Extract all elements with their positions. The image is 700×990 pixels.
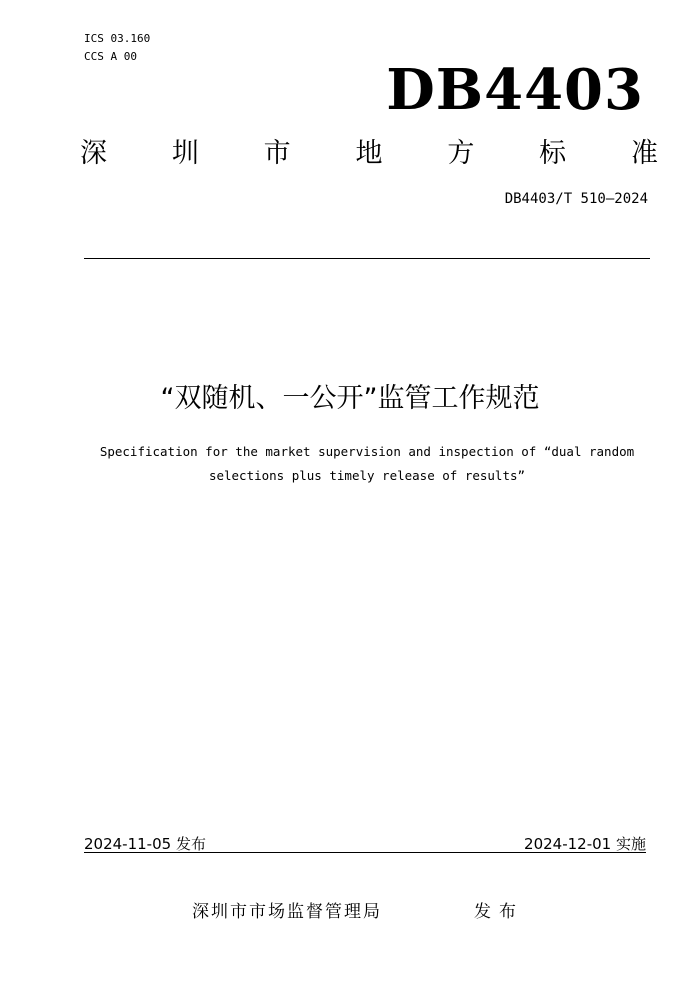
ics-code: ICS 03.160 xyxy=(84,32,151,45)
top-divider xyxy=(84,258,650,259)
standard-type-char: 标 xyxy=(539,138,567,169)
standard-type-char: 市 xyxy=(263,138,291,169)
standard-number: DB4403/T 510—2024 xyxy=(504,191,648,207)
implementation-date: 2024-12-01 实施 xyxy=(524,835,646,853)
standard-type-char: 准 xyxy=(630,138,658,169)
issuing-authority: 深圳市市场监督管理局 xyxy=(192,902,382,922)
db-logo: DB4403 xyxy=(386,57,644,123)
ccs-code: CCS A 00 xyxy=(84,50,137,63)
standard-type xyxy=(80,134,658,174)
standard-type-char: 深 xyxy=(80,138,107,169)
document-title-english: Specification for the market supervision and inspection of “dual random selections plus timely release of results” xyxy=(99,444,635,483)
bottom-divider xyxy=(84,852,646,853)
standard-type-char: 地 xyxy=(355,138,383,169)
standard-type-char: 方 xyxy=(447,138,475,169)
standard-type-char: 圳 xyxy=(171,138,199,169)
issue-date: 2024-11-05 发布 xyxy=(84,835,206,853)
issue-label: 发布 xyxy=(474,902,524,922)
document-title-chinese: “双随机、一公开”监管工作规范 xyxy=(160,383,540,414)
